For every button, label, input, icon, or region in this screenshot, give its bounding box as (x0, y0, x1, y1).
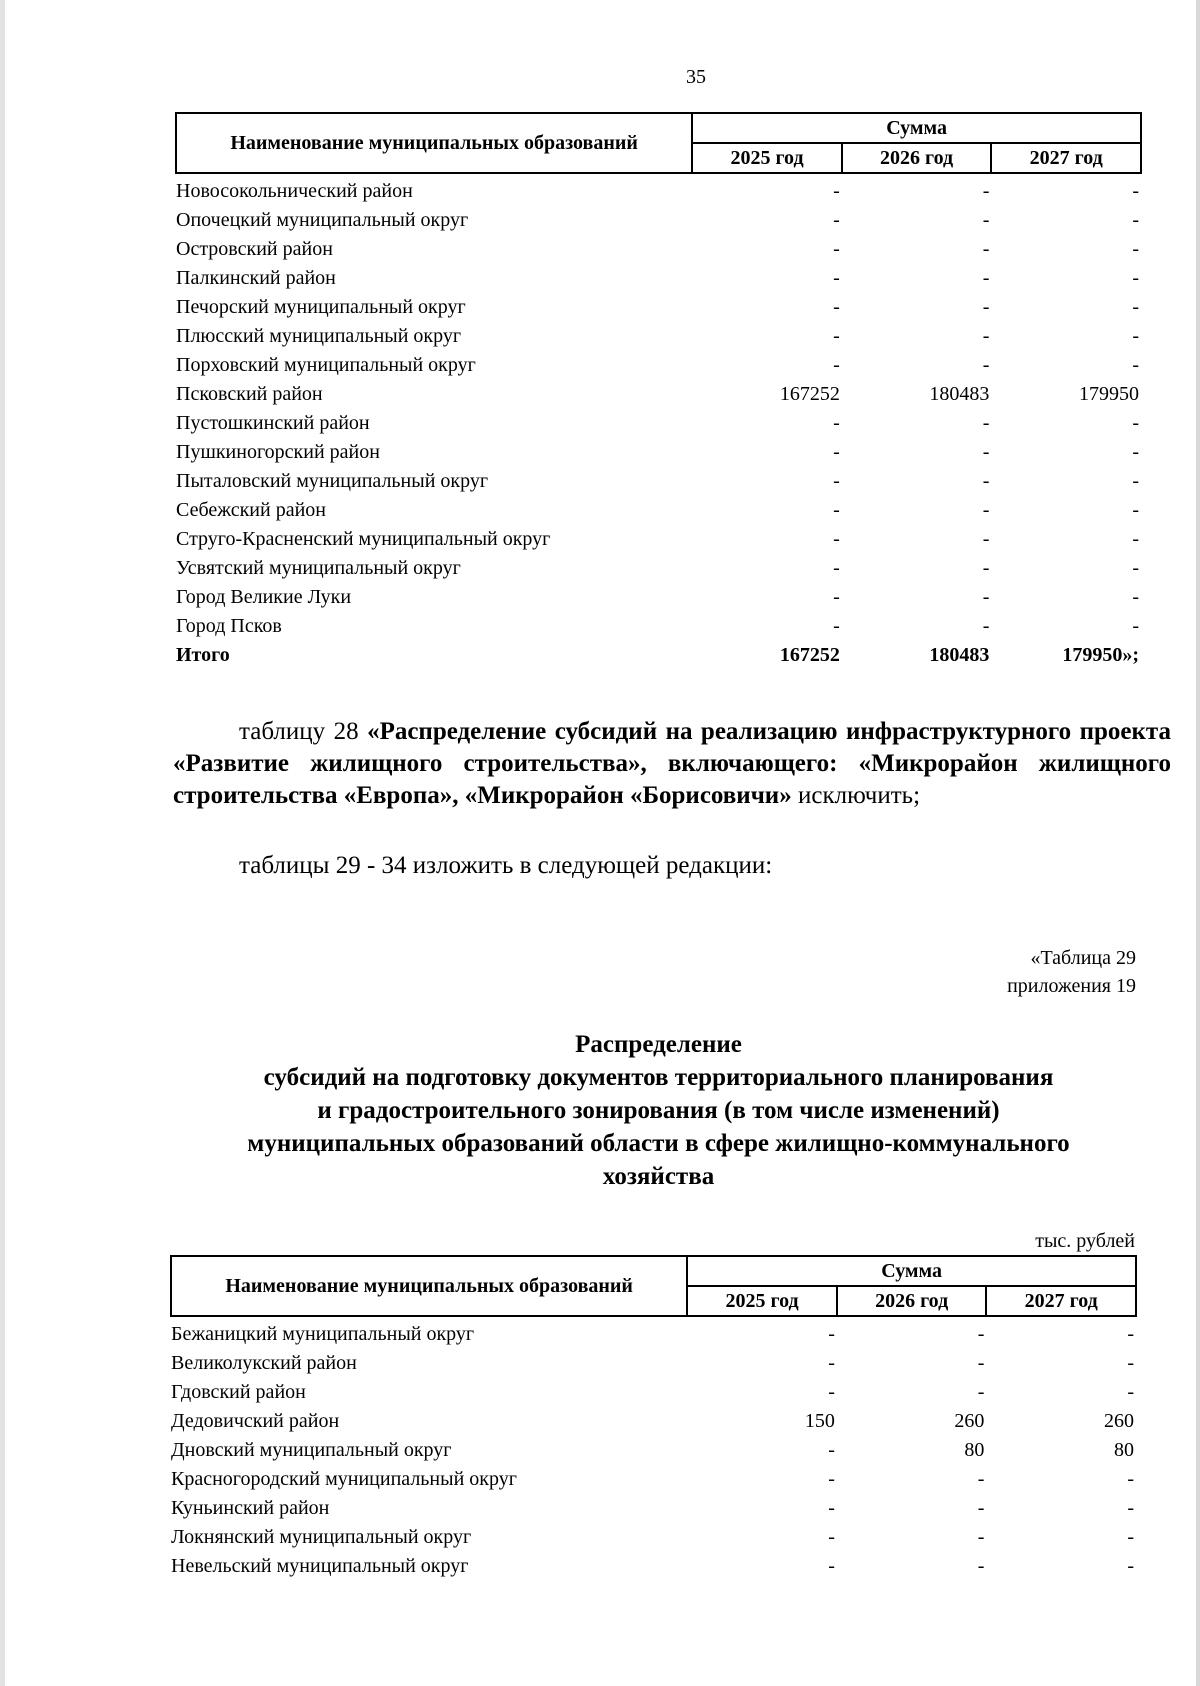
header-year-2025: 2025 год (692, 143, 842, 173)
value-2027: - (1127, 1381, 1134, 1403)
caption-appendix: приложения 19 (1007, 975, 1136, 997)
row-name: Опочецкий муниципальный округ (176, 209, 469, 231)
para2-text: таблицы 29 - 34 изложить в следующей редакции: (239, 852, 773, 879)
value-2027: - (1132, 209, 1139, 231)
table-row (171, 1404, 1136, 1433)
table-row (171, 1549, 1136, 1578)
table-row (176, 173, 1141, 203)
row-name: Невельский муниципальный округ (171, 1555, 469, 1577)
table-row (176, 203, 1141, 232)
row-name: Струго-Красненский муниципальный округ (176, 528, 551, 550)
row-name: Великолукский район (171, 1352, 357, 1374)
value-2025: - (828, 1497, 835, 1519)
value-2027: - (1127, 1468, 1134, 1490)
value-2026: - (982, 267, 990, 289)
distribution-title (175, 1028, 1142, 1193)
table-row (171, 1346, 1136, 1375)
value-2025: - (828, 1439, 835, 1461)
value-2025: - (833, 238, 840, 260)
value-2025: - (833, 267, 840, 289)
value-2025: - (828, 1323, 835, 1345)
row-name: Бежаницкий муниципальный округ (171, 1323, 475, 1345)
value-2027: - (1132, 557, 1139, 579)
table-row (176, 609, 1141, 638)
value-2027: - (1127, 1526, 1134, 1548)
value-2027: - (1127, 1497, 1134, 1519)
para1-prefix: таблицу 28 (239, 718, 368, 745)
header-name: Наименование муниципальных образований (176, 113, 692, 173)
value-2026: - (982, 354, 990, 376)
table-row (176, 551, 1141, 580)
para1-bold-title: «Распределение субсидий на реализацию инфраструктурного проекта «Развитие жилищного строительства», включающего: «Микрорайон жилищного строительства «Европа», «Микрорайон «Борисовичи» (173, 718, 1171, 809)
value-2027: - (1132, 296, 1139, 318)
value-2026: 80 (964, 1439, 985, 1461)
table-row (171, 1433, 1136, 1462)
value-2027: - (1132, 470, 1139, 492)
total-2027: 179950»; (1062, 644, 1139, 666)
header-sum: Сумма (692, 113, 1141, 143)
para1-suffix: исключить; (791, 782, 921, 809)
value-2026: - (977, 1555, 985, 1577)
table-row (176, 435, 1141, 464)
value-2025: - (833, 499, 840, 521)
value-2026: - (977, 1468, 985, 1490)
row-name: Себежский район (176, 499, 326, 521)
title-line: и градостроительного зонирования (в том числе изменений) (317, 1097, 1000, 1124)
table-row (176, 493, 1141, 522)
value-2025: - (833, 412, 840, 434)
value-2025: 167252 (779, 383, 840, 405)
value-2025: - (828, 1352, 835, 1374)
total-row (176, 638, 1141, 667)
value-2025: - (828, 1381, 835, 1403)
value-2026: - (982, 499, 990, 521)
value-2025: - (833, 528, 840, 550)
row-name: Порховский муниципальный округ (176, 354, 476, 376)
value-2025: - (833, 354, 840, 376)
value-2025: - (833, 615, 840, 637)
value-2025: - (828, 1468, 835, 1490)
value-2027: - (1127, 1555, 1134, 1577)
header-year-2027: 2027 год (991, 143, 1141, 173)
table-row (176, 522, 1141, 551)
table-29-subsidies (170, 1255, 1137, 1578)
value-2025: - (828, 1526, 835, 1548)
value-2026: 180483 (929, 383, 990, 405)
row-name: Плюсский муниципальный округ (176, 325, 462, 347)
table-row (171, 1316, 1136, 1346)
value-2026: - (977, 1323, 985, 1345)
value-2027: 179950 (1079, 383, 1139, 405)
value-2027: - (1127, 1352, 1134, 1374)
value-2026: - (982, 528, 990, 550)
row-name: Куньинский район (171, 1497, 330, 1519)
value-2026: - (982, 238, 990, 260)
value-2026: - (982, 615, 990, 637)
value-2026: 260 (954, 1410, 985, 1432)
table-row (176, 377, 1141, 406)
value-2025: - (833, 470, 840, 492)
value-2025: 150 (804, 1410, 835, 1432)
value-2025: - (833, 180, 840, 202)
value-2027: - (1132, 586, 1139, 608)
page-number: 35 (686, 66, 706, 88)
value-2027: - (1132, 615, 1139, 637)
value-2027: 260 (1104, 1410, 1134, 1432)
table-row (171, 1462, 1136, 1491)
value-2027: - (1132, 238, 1139, 260)
value-2026: - (977, 1526, 985, 1548)
header-year-2026: 2026 год (842, 143, 992, 173)
amendment-paragraph-tables-29-34 (173, 850, 1171, 882)
value-2026: - (982, 209, 990, 231)
row-name: Палкинский район (176, 267, 336, 289)
row-name: Пыталовский муниципальный округ (176, 470, 489, 492)
value-2026: - (982, 180, 990, 202)
row-name: Дедовичский район (171, 1410, 340, 1432)
value-2026: - (982, 441, 990, 463)
value-2026: - (982, 586, 990, 608)
table-row (176, 261, 1141, 290)
amendment-paragraph-table-28 (173, 716, 1171, 812)
value-2026: - (977, 1352, 985, 1374)
row-name: Островский район (176, 238, 333, 260)
row-name: Пушкиногорский район (176, 441, 380, 463)
units-label: тыс. рублей (1035, 1230, 1135, 1252)
table-row (176, 290, 1141, 319)
header-name: Наименование муниципальных образований (171, 1256, 687, 1316)
value-2027: - (1132, 325, 1139, 347)
value-2025: - (828, 1555, 835, 1577)
value-2027: - (1132, 528, 1139, 550)
value-2027: 80 (1114, 1439, 1134, 1461)
title-line: муниципальных образований области в сфере жилищно-коммунального (247, 1130, 1070, 1157)
table-row (176, 406, 1141, 435)
value-2027: - (1132, 354, 1139, 376)
table-row (176, 464, 1141, 493)
value-2027: - (1132, 499, 1139, 521)
value-2025: - (833, 441, 840, 463)
header-year-2027: 2027 год (986, 1286, 1136, 1316)
scan-edge-left (0, 0, 5, 1686)
header-year-2025: 2025 год (687, 1286, 837, 1316)
table-subsidies-part (175, 112, 1142, 667)
title-line: хозяйства (602, 1163, 715, 1190)
table-row (171, 1375, 1136, 1404)
value-2026: - (982, 325, 990, 347)
value-2027: - (1127, 1323, 1134, 1345)
table-row (176, 348, 1141, 377)
row-name: Печорский муниципальный округ (176, 296, 466, 318)
table-row (176, 319, 1141, 348)
table-row (176, 232, 1141, 261)
row-name: Красногородский муниципальный округ (171, 1468, 517, 1490)
value-2027: - (1132, 412, 1139, 434)
title-line: субсидий на подготовку документов территориального планирования (263, 1064, 1054, 1091)
value-2025: - (833, 557, 840, 579)
value-2026: - (982, 557, 990, 579)
table-row (171, 1491, 1136, 1520)
row-name: Псковский район (176, 383, 323, 405)
row-name: Усвятский муниципальный округ (176, 557, 461, 579)
row-name: Город Псков (176, 615, 282, 637)
total-label: Итого (176, 644, 230, 666)
caption-table-number: «Таблица 29 (1030, 947, 1136, 969)
table-caption (1007, 944, 1136, 1000)
scan-edge-right (1196, 0, 1200, 1686)
value-2026: - (977, 1381, 985, 1403)
value-2026: - (977, 1497, 985, 1519)
value-2026: - (982, 296, 990, 318)
value-2025: - (833, 586, 840, 608)
row-name: Локнянский муниципальный округ (171, 1526, 472, 1548)
row-name: Город Великие Луки (176, 586, 352, 608)
total-2025: 167252 (779, 644, 840, 666)
value-2026: - (982, 470, 990, 492)
header-year-2026: 2026 год (837, 1286, 987, 1316)
value-2027: - (1132, 441, 1139, 463)
value-2025: - (833, 325, 840, 347)
title-line: Распределение (575, 1031, 742, 1058)
value-2027: - (1132, 267, 1139, 289)
header-sum: Сумма (687, 1256, 1136, 1286)
value-2027: - (1132, 180, 1139, 202)
row-name: Дновский муниципальный округ (171, 1439, 452, 1461)
value-2026: - (982, 412, 990, 434)
total-2026: 180483 (929, 644, 990, 666)
table-row (171, 1520, 1136, 1549)
row-name: Гдовский район (171, 1381, 306, 1403)
table-row (176, 580, 1141, 609)
value-2025: - (833, 296, 840, 318)
row-name: Пустошкинский район (176, 412, 370, 434)
value-2025: - (833, 209, 840, 231)
row-name: Новосокольнический район (176, 180, 413, 202)
